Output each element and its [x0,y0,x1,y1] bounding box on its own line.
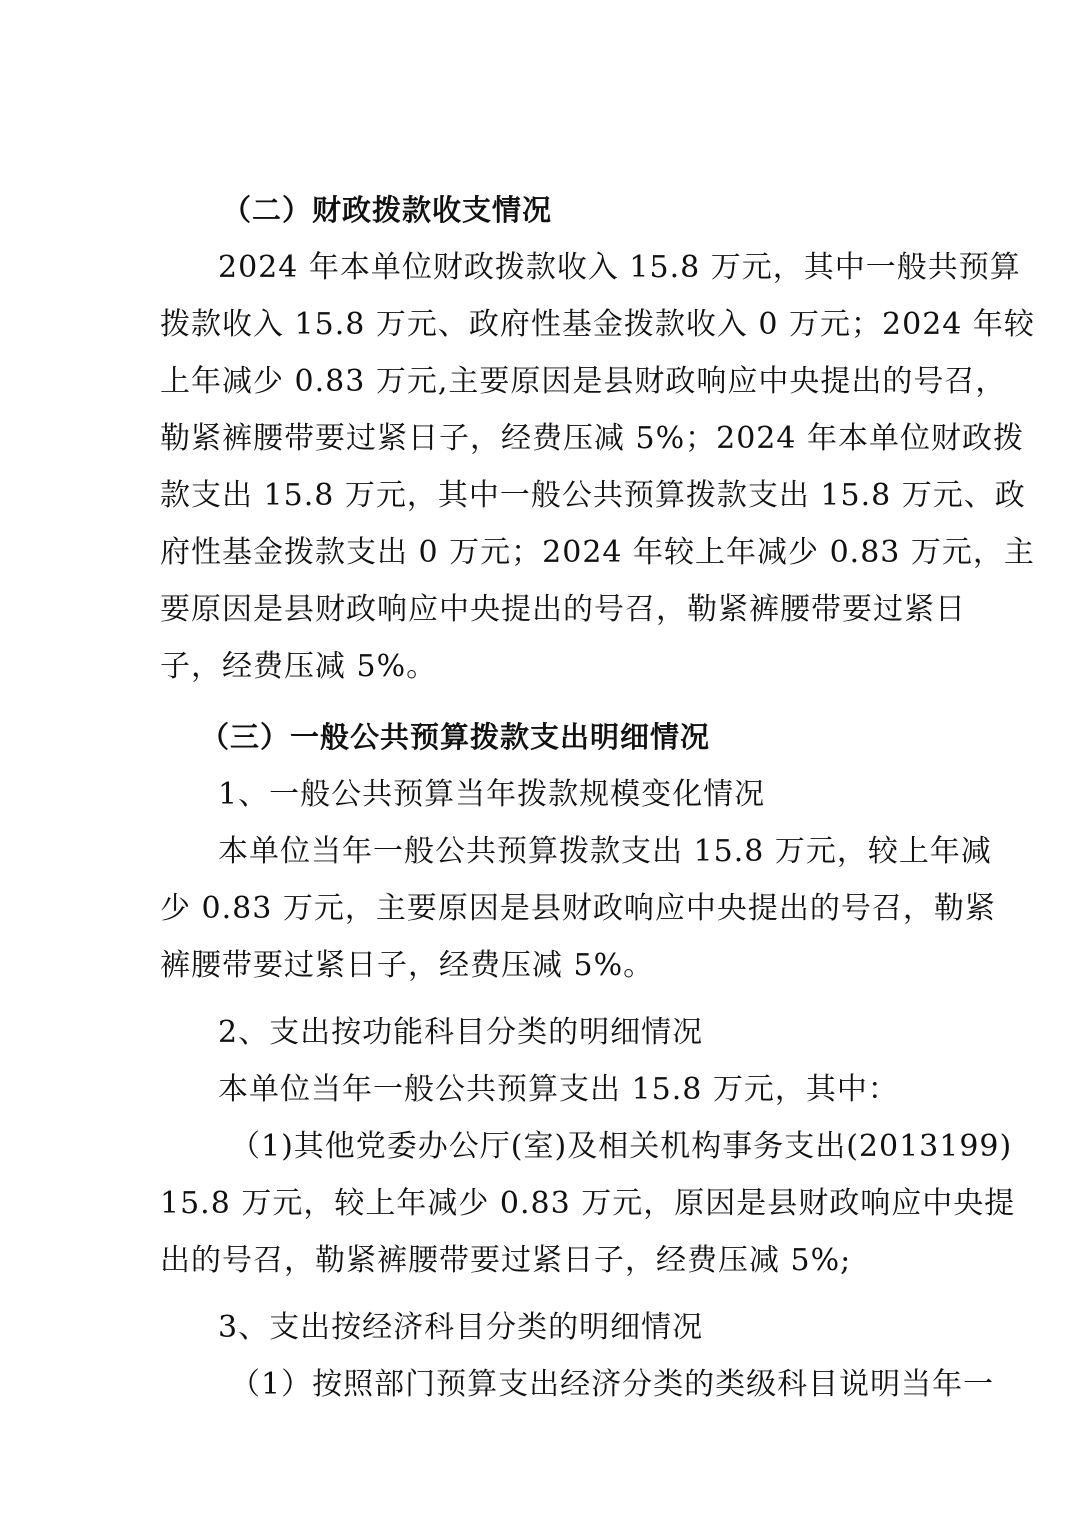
section3-heading: （三）一般公共预算拨款支出明细情况 [200,720,711,754]
item2-paragraph-line: （1)其他党委办公厅(室)及相关机构事务支出(2013199) [230,1129,1013,1164]
spacer [160,695,926,709]
spacer [160,994,926,1004]
section2-paragraph-line: 子，经费压减 5%。 [160,649,438,684]
section2-paragraph-line: 勒紧裤腰带要过紧日子，经费压减 5%；2024 年本单位财政拨 [160,421,1025,456]
spacer [160,1289,926,1299]
section2-heading: （二）财政拨款收支情况 [222,193,553,227]
item2-paragraph-line: 本单位当年一般公共预算支出 15.8 万元，其中： [218,1072,899,1107]
item2-paragraph-line: 15.8 万元，较上年减少 0.83 万元，原因是县财政响应中央提 [160,1186,1016,1221]
section2-paragraph-line: 上年减少 0.83 万元,主要原因是县财政响应中央提出的号召， [160,364,1007,399]
section2-paragraph-line: 拨款收入 15.8 万元、政府性基金拨款收入 0 万元；2024 年较 [160,307,1035,342]
item3-paragraph-line: （1）按照部门预算支出经济分类的类级科目说明当年一 [230,1367,995,1402]
item1-paragraph-line: 少 0.83 万元，主要原因是县财政响应中央提出的号召，勒紧 [160,891,996,926]
section2-paragraph-line: 府性基金拨款支出 0 万元；2024 年较上年减少 0.83 万元，主 [160,535,1035,570]
section2-paragraph-line: 款支出 15.8 万元，其中一般公共预算拨款支出 15.8 万元、政 [160,478,1026,513]
section2-paragraph-line: 要原因是县财政响应中央提出的号召，勒紧裤腰带要过紧日 [160,592,966,627]
section2-paragraph-line: 2024 年本单位财政拨款收入 15.8 万元，其中一般共预算 [218,250,1021,285]
item1-paragraph-line: 裤腰带要过紧日子，经费压减 5%。 [160,948,655,983]
item1-paragraph-line: 本单位当年一般公共预算拨款支出 15.8 万元，较上年减 [218,834,992,869]
document-body [160,182,1035,1413]
item2-title: 2、支出按功能科目分类的明细情况 [218,1015,704,1050]
item1-title: 1、一般公共预算当年拨款规模变化情况 [218,777,766,812]
item2-paragraph-line: 出的号召，勒紧裤腰带要过紧日子，经费压减 5%; [160,1243,852,1278]
item3-title: 3、支出按经济科目分类的明细情况 [218,1310,704,1345]
